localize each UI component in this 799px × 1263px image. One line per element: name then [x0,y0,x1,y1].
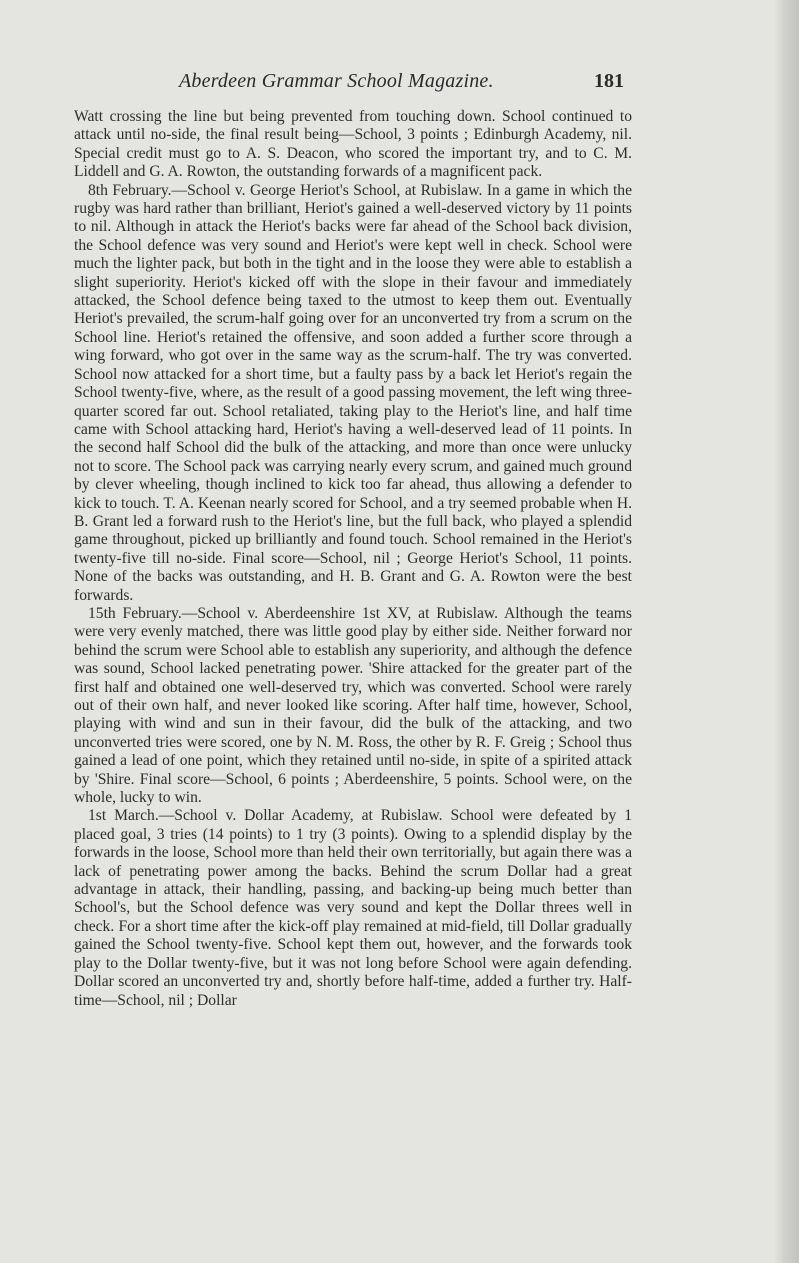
article-body [74,108,632,1010]
running-title: Aberdeen Grammar School Magazine. [179,70,494,92]
paragraph-aberdeenshire-match: 15th February.—School v. Aberdeenshire 1st XV, at Rubislaw. Although the teams were very evenly matched, there was little good play by either side. Neither forward nor behind the scrum were School able to establish any superiority, and although the defence was sound, School lacked penetrating power. 'Shire attacked for the greater part of the first half and obtained one well-deserved try, which was converted. School were rarely out of their own half, and never looked like scoring. After half time, however, School, playing with wind and sun in their favour, did the bulk of the attacking, and two unconverted tries were scored, one by N. M. Ross, the other by R. F. Greig ; School thus gained a lead of one point, which they retained until no-side, in spite of a spirited attack by 'Shire. Final score—School, 6 points ; Aberdeenshire, 5 points. School were, on the whole, lucky to win. [74,604,632,807]
scan-edge [773,0,799,1263]
paragraph-dollar-match: 1st March.—School v. Dollar Academy, at Rubislaw. School were defeated by 1 placed goal, 3 tries (14 points) to 1 try (3 points). Owing to a splendid display by the forwards in the loose, School more than held their own territorially, but again there was a lack of penetrating power among the backs. Behind the scrum Dollar had a great advantage in attack, their handling, passing, and backing-up being much better than School's, but the School defence was very sound and kept the Dollar threes well in check. For a short time after the kick-off play remained at mid-field, till Dollar gradually gained the School twenty-five. School kept them out, however, and the forwards took play to the Dollar twenty-five, but it was not long before School were again defending. Dollar scored an unconverted try and, shortly before half-time, added a further try. Half-time—School, nil ; Dollar [74,807,632,1009]
paragraph-heriots-match: 8th February.—School v. George Heriot's School, at Rubislaw. In a game in which the rugby was hard rather than brilliant, Heriot's gained a well-deserved victory by 11 points to nil. Although in attack the Heriot's backs were far ahead of the School back division, the School defence was very sound and Heriot's were kept well in check. School were much the lighter pack, but both in the tight and in the loose they were able to establish a slight superiority. Heriot's kicked off with the slope in their favour and immediately attacked, the School defence being taxed to the utmost to keep them out. Eventually Heriot's prevailed, the scrum-half going over for an unconverted try from a scrum on the School line. Heriot's retained the offensive, and soon added a further score through a wing forward, who got over in the same way as the scrum-half. The try was converted. School now attacked for a short time, but a faulty pass by a back let Heriot's regain the School twenty-five, where, as the result of a good passing movement, the left wing three-quarter scored far out. School retaliated, taking play to the Heriot's line, and half time came with School attacking hard, Heriot's having a well-deserved lead of 11 points. In the second half School did the bulk of the attacking, and more than once were unlucky not to score. The School pack was carrying nearly every scrum, and gained much ground by clever wheeling, though inclined to kick too far ahead, thus allowing a defender to kick to touch. T. A. Keenan nearly scored for School, and a try seemed probable when H. B. Grant led a forward rush to the Heriot's line, but the full back, who played a splendid game throughout, picked up brilliantly and found touch. School remained in the Heriot's twenty-five till no-side. Final score—School, nil ; George Heriot's School, 11 points. None of the backs was outstanding, and H. B. Grant and G. A. Rowton were the best forwards. [74,181,632,604]
paragraph-edinburgh-conclusion: Watt crossing the line but being prevented from touching down. School continued to attack until no-side, the final result being—School, 3 points ; Edinburgh Academy, nil. Special credit must go to A. S. Deacon, who scored the important try, and to C. M. Liddell and G. A. Rowton, the outstanding forwards of a magnificent pack. [74,108,632,181]
page-number: 181 [594,70,624,92]
running-head [74,70,632,96]
